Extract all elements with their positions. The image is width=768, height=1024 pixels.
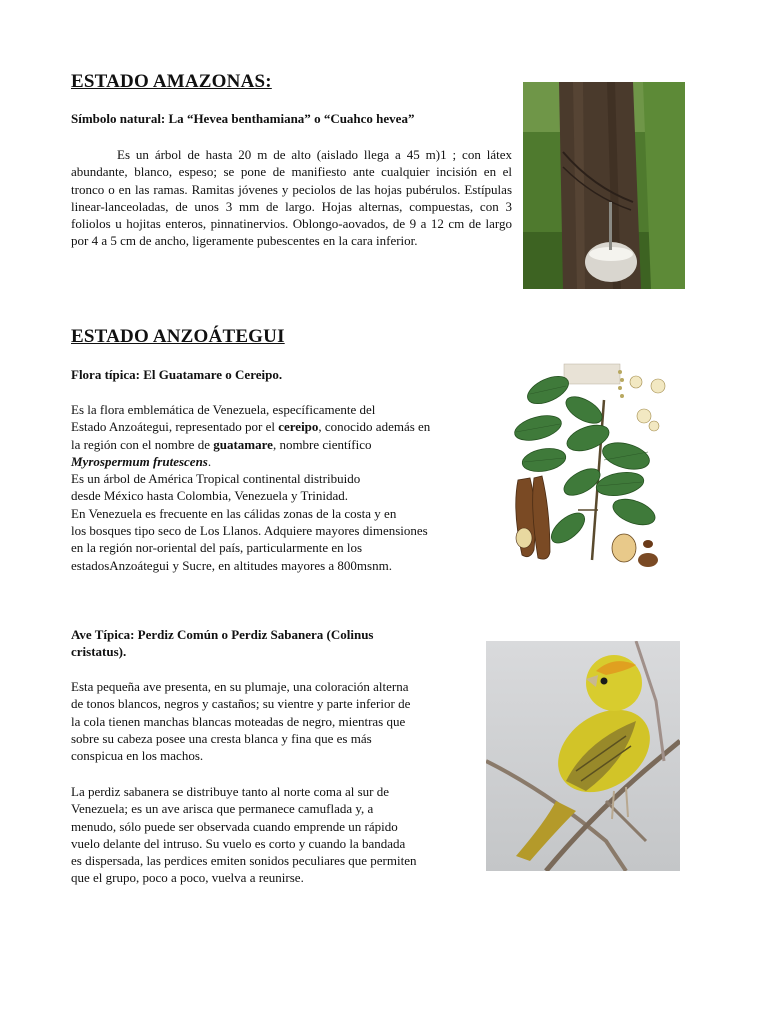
flora-title: Flora típica: El Guatamare o Cereipo.: [71, 367, 283, 382]
ave-title-line-2: cristatus).: [71, 644, 127, 659]
flora-line: Estado Anzoátegui, representado por el cereipo, conocido además en: [71, 419, 431, 435]
ave-paragraph-2: [71, 783, 416, 887]
symbol-prefix: Símbolo natural: La: [71, 111, 187, 126]
flora-line: estadosAnzoátegui y Sucre, en altitudes mayores a 800msnm.: [71, 557, 392, 573]
flora-line: Myrospermum frutescens.: [71, 453, 212, 469]
scientific-name: Myrospermum frutescens: [71, 453, 208, 469]
flora-line: los bosques tipo seco de Los Llanos. Adquiere mayores dimensiones: [71, 523, 428, 539]
cereipo-botanical-illustration: [508, 360, 676, 575]
ave-p1-line: sobre su cabeza posee una cresta blanca y fina que es más: [71, 730, 372, 746]
rubber-tree-photo: [523, 82, 685, 289]
ave-p1-line: conspicua en los machos.: [71, 748, 204, 764]
cereipo-term: cereipo: [278, 419, 319, 435]
anzoategui-heading: ESTADO ANZOÁTEGUI: [71, 326, 285, 347]
flora-line: la región con el nombre de guatamare, nombre científico: [71, 436, 372, 452]
ave-p2-line: menudo, sólo puede ser observada cuando emprende un rápido: [71, 818, 398, 834]
ave-p2-line: es dispersada, las perdices emiten sonidos peculiares que permiten: [71, 853, 417, 869]
ave-p2-line: Venezuela; es un ave arisca que permanece camuflada y, a: [71, 801, 374, 817]
flora-line: Es un árbol de América Tropical continental distribuido: [71, 471, 361, 487]
ave-p2-line: La perdiz sabanera se distribuye tanto al norte coma al sur de: [71, 784, 390, 799]
ave-p1-line: Esta pequeña ave presenta, en su plumaje, una coloración alterna: [71, 679, 409, 694]
ave-p2-line: que el grupo, poco a poco, vuelva a reunirse.: [71, 870, 304, 886]
symbol-name-2: “Cuahco hevea”: [323, 111, 415, 126]
flora-line: Es la flora emblemática de Venezuela, específicamente del: [71, 402, 376, 417]
ave-paragraph-1: [71, 678, 410, 764]
saffron-finch-photo: [486, 641, 680, 871]
flora-line: desde México hasta Colombia, Venezuela y Trinidad.: [71, 488, 349, 504]
flora-description: [71, 401, 430, 574]
guatamare-term: guatamare: [213, 436, 273, 452]
amazonas-symbol-line: [71, 111, 414, 127]
ave-title: [71, 626, 481, 660]
ave-p1-line: de tonos blancos, negros y castaños; su vientre y parte inferior de: [71, 696, 411, 712]
flora-line: en la región nor-oriental del país, particularmente en los: [71, 540, 363, 556]
amazonas-description: Es un árbol de hasta 20 m de alto (aislado llega a 45 m)1 ; con látex abundante, blanco, espeso; se pone de manifiesto ante cualquier incisión en el tronco o en las ramas. Ramitas jóvenes y peciolos de las hojas pubérulos. Estípulas linear-lanceoladas, de unos 3 mm de largo. Hojas alternas, compuestas, con 3 foliolos u hojitas enteros, pinnatinervios. Oblongo-aovados, de 9 a 12 cm de largo por 4 a 5 cm de ancho, ligeramente pubescentes en la cara inferior.: [71, 147, 512, 249]
ave-p1-line: la cola tienen manchas blancas moteadas de negro, mientras que: [71, 713, 406, 729]
ave-title-line-1: Ave Típica: Perdiz Común o Perdiz Sabanera (Colinus: [71, 627, 374, 642]
ave-p2-line: vuelo delante del intruso. Su vuelo es corto y cuando la bandada: [71, 835, 406, 851]
symbol-name-1: “Hevea benthamiana”: [186, 111, 311, 126]
amazonas-heading: ESTADO AMAZONAS:: [71, 71, 272, 92]
flora-line: En Venezuela es frecuente en las cálidas zonas de la costa y en: [71, 505, 397, 521]
symbol-or: o: [310, 111, 324, 126]
